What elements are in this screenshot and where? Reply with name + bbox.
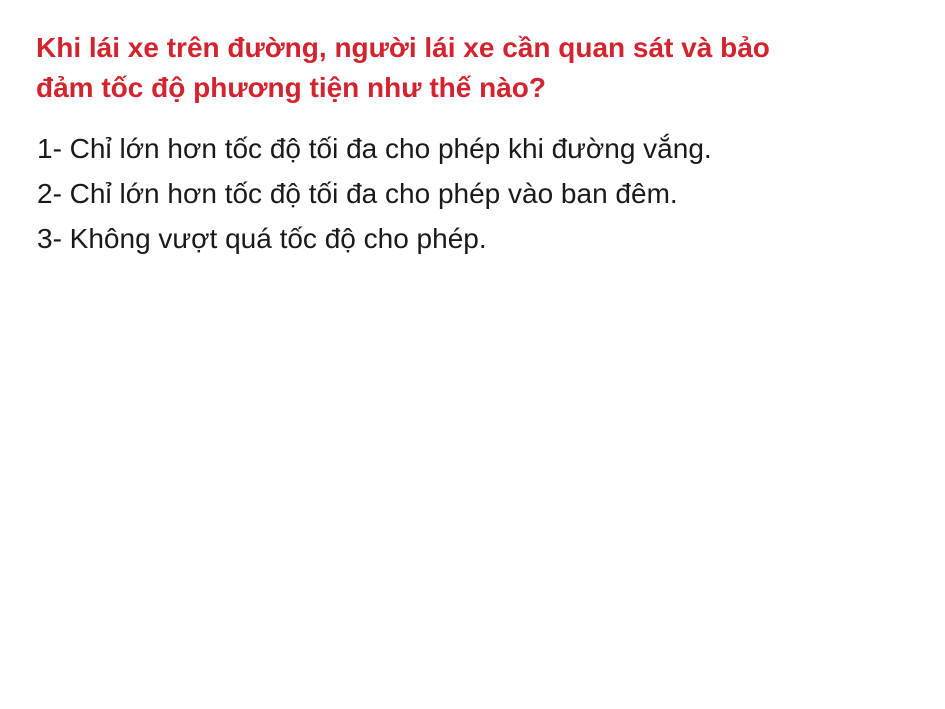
question-title-line-2: đảm tốc độ phương tiện như thế nào?: [36, 72, 546, 103]
question-title: [36, 28, 921, 108]
answer-list: [37, 126, 917, 261]
answer-option-2[interactable]: 2- Chỉ lớn hơn tốc độ tối đa cho phép vào ban đêm.: [37, 178, 678, 209]
answer-option-1[interactable]: 1- Chỉ lớn hơn tốc độ tối đa cho phép khi đường vắng.: [37, 133, 712, 164]
question-title-line-1: Khi lái xe trên đường, người lái xe cần quan sát và bảo: [36, 32, 770, 63]
answer-option-3[interactable]: 3- Không vượt quá tốc độ cho phép.: [37, 223, 487, 254]
